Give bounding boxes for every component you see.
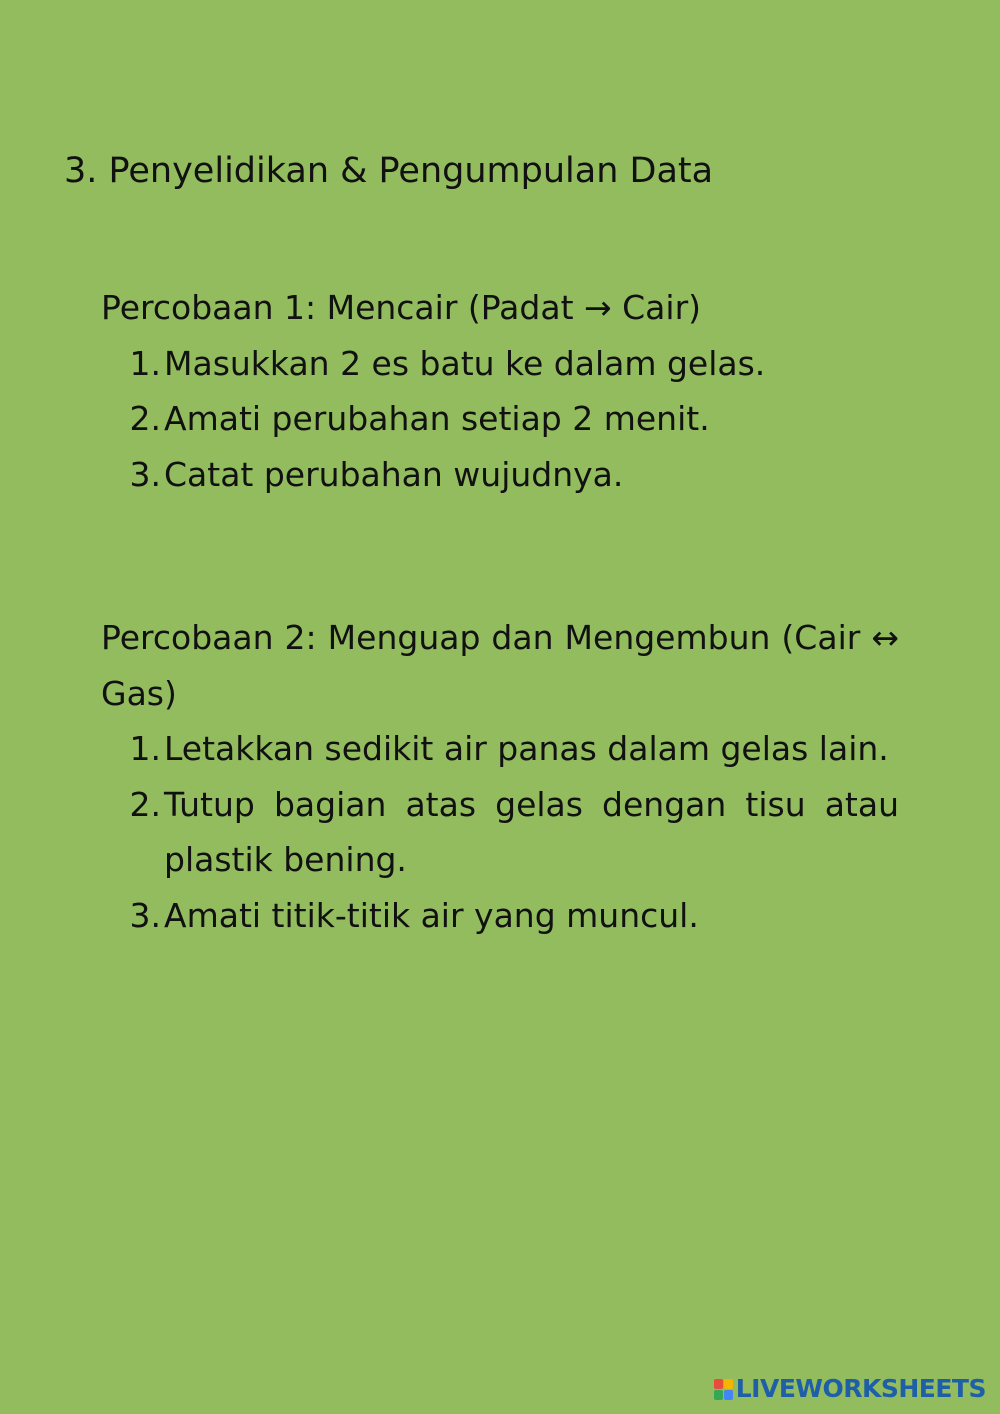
liveworksheets-logo (714, 1374, 986, 1404)
step-text: Amati perubahan setiap 2 menit. (164, 399, 710, 438)
logo-mark-square (714, 1379, 723, 1389)
step-text: Tutup bagian atas gelas dengan tisu atau plastik bening. (164, 784, 899, 879)
list-item (101, 391, 899, 447)
liveworksheets-logo-icon (714, 1379, 733, 1400)
step-text: Amati titik-titik air yang muncul. (164, 895, 699, 935)
experiment-2-steps (101, 721, 899, 943)
logo-mark-square (714, 1390, 723, 1400)
list-item (101, 721, 899, 777)
step-number: 2. (129, 399, 161, 438)
list-item (101, 777, 899, 888)
step-text: Catat perubahan wujudnya. (164, 454, 624, 494)
step-text: Masukkan 2 es batu ke dalam gelas. (164, 343, 766, 383)
experiment-1-title: Percobaan 1: Mencair (Padat → Cair) (101, 288, 702, 327)
step-number: 2. (129, 784, 161, 824)
experiment-2 (101, 610, 899, 943)
logo-mark-square (724, 1390, 733, 1400)
page-heading: 3. Penyelidikan & Pengumpulan Data (64, 151, 714, 191)
list-item (101, 447, 899, 503)
step-number: 1. (129, 729, 161, 768)
step-text: Letakkan sedikit air panas dalam gelas lain. (164, 729, 889, 768)
step-number: 1. (129, 343, 161, 383)
experiment-1-steps (101, 336, 899, 503)
list-item (101, 336, 899, 392)
experiment-2-title: Percobaan 2: Menguap dan Mengembun (Cair ↔ Gas) (101, 618, 899, 713)
liveworksheets-logo-text: LIVEWORKSHEETS (735, 1374, 986, 1403)
list-item (101, 888, 899, 944)
logo-mark-square (724, 1379, 733, 1389)
step-number: 3. (129, 454, 161, 494)
step-number: 3. (129, 895, 161, 935)
experiment-1 (101, 280, 899, 502)
